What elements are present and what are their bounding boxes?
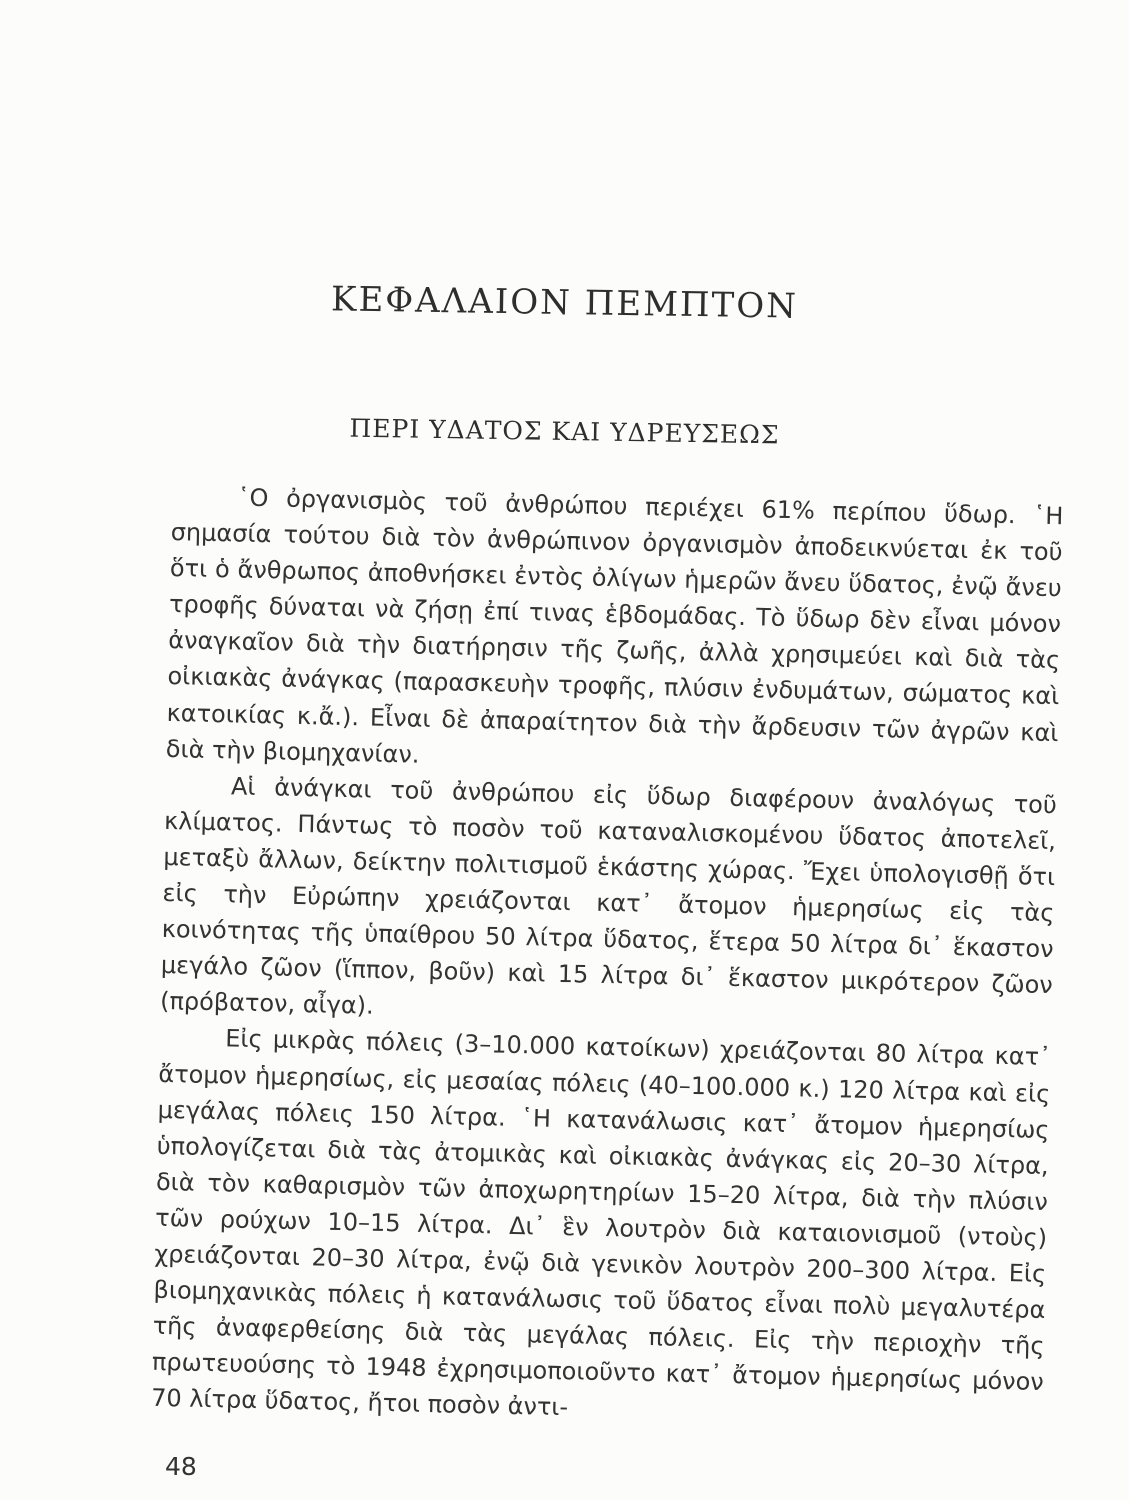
paragraph-2: Αἱ ἀνάγκαι τοῦ ἀνθρώπου εἰς ὕδωρ διαφέρουν ἀναλόγως τοῦ κλίματος. Πάντως τὸ ποσὸν τοῦ καταναλισκομένου ὕδατος ἀποτελεῖ, μεταξὺ ἄλλων, δείκτην πολιτισμοῦ ἑκάστης χώρας. Ἔχει ὑπολογισθῇ ὅτι εἰς τὴν Εὐρώπην χρειάζονται κατ᾽ ἄτομον ἡμερησίως εἰς τὰς κοινότητας τῆς ὑπαίθρου 50 λίτρα ὕδατος, ἕτερα 50 λίτρα δι᾽ ἕκαστον μεγάλο ζῶον (ἵππον, βοῦν) καὶ 15 λίτρα δι᾽ ἕκαστον μικρότερον ζῶον (πρόβατον, αἶγα).	[159, 772, 1058, 1021]
page-number: 48	[165, 1452, 197, 1481]
section-title: ΠΕΡΙ ΥΔΑΤΟΣ ΚΑΙ ΥΔΡΕΥΣΕΩΣ	[349, 413, 780, 450]
chapter-title: ΚΕΦΑΛΑΙΟΝ ΠΕΜΠΤΟΝ	[330, 279, 799, 327]
paragraph-3: Εἰς μικρὰς πόλεις (3–10.000 κατοίκων) χρειάζονται 80 λίτρα κατ᾽ ἄτομον ἡμερησίως, εἰς μεσαίας πόλεις (40–100.000 κ.) 120 λίτρα καὶ εἰς μεγάλας πόλεις 150 λίτρα. ῾Η κατανάλωσις κατ᾽ ἄτομον ἡμερησίως ὑπολογίζεται διὰ τὰς ἀτομικὰς καὶ οἰκιακὰς ἀνάγκας εἰς 20–30 λίτρα, διὰ τὸν καθαρισμὸν τῶν ἀποχωρητηρίων 15–20 λίτρα, διὰ τὴν πλύσιν τῶν ρούχων 10–15 λίτρα. Δι᾽ ἓν λουτρὸν διὰ καταιονισμοῦ (ντοὺς) χρειάζονται 20–30 λίτρα, ἐνῷ διὰ γενικὸν λουτρὸν 200–300 λίτρα. Εἰς βιομηχανικὰς πόλεις ἡ κατανάλωσις τοῦ ὕδατος εἶναι πολὺ μεγαλυτέρα τῆς ἀναφερθείσης διὰ τὰς μεγάλας πόλεις. Εἰς τὴν περιοχὴν τῆς πρωτευούσης τὸ 1948 ἐχρησιμοποιοῦντο κατ᾽ ἄτομον ἡμερησίως μόνον 70 λίτρα ὕδατος, ἤτοι ποσὸν ἀντι-	[150, 1024, 1052, 1422]
body-text	[151, 478, 1064, 1436]
paragraph-1: ῾Ο ὀργανισμὸς τοῦ ἀνθρώπου περιέχει 61% περίπου ὕδωρ. ῾Η σημασία τούτου διὰ τὸν ἀνθρώπινον ὀργανισμὸν ἀποδεικνύεται ἐκ τοῦ ὅτι ὁ ἄνθρωπος ἀποθνήσκει ἐντὸς ὀλίγων ἡμερῶν ἄνευ ὕδατος, ἐνῷ ἄνευ τροφῆς δύναται νὰ ζήσῃ ἐπί τινας ἑβδομάδας. Τὸ ὕδωρ δὲν εἶναι μόνον ἀναγκαῖον διὰ τὴν διατήρησιν τῆς ζωῆς, ἀλλὰ χρησιμεύει καὶ διὰ τὰς οἰκιακὰς ἀνάγκας (παρασκευὴν τροφῆς, πλύσιν ἐνδυμάτων, σώματος καὶ κατοικίας κ.ἄ.). Εἶναι δὲ ἀπαραίτητον διὰ τὴν ἄρδευσιν τῶν ἀγρῶν καὶ διὰ τὴν βιομηχανίαν.	[165, 483, 1064, 769]
